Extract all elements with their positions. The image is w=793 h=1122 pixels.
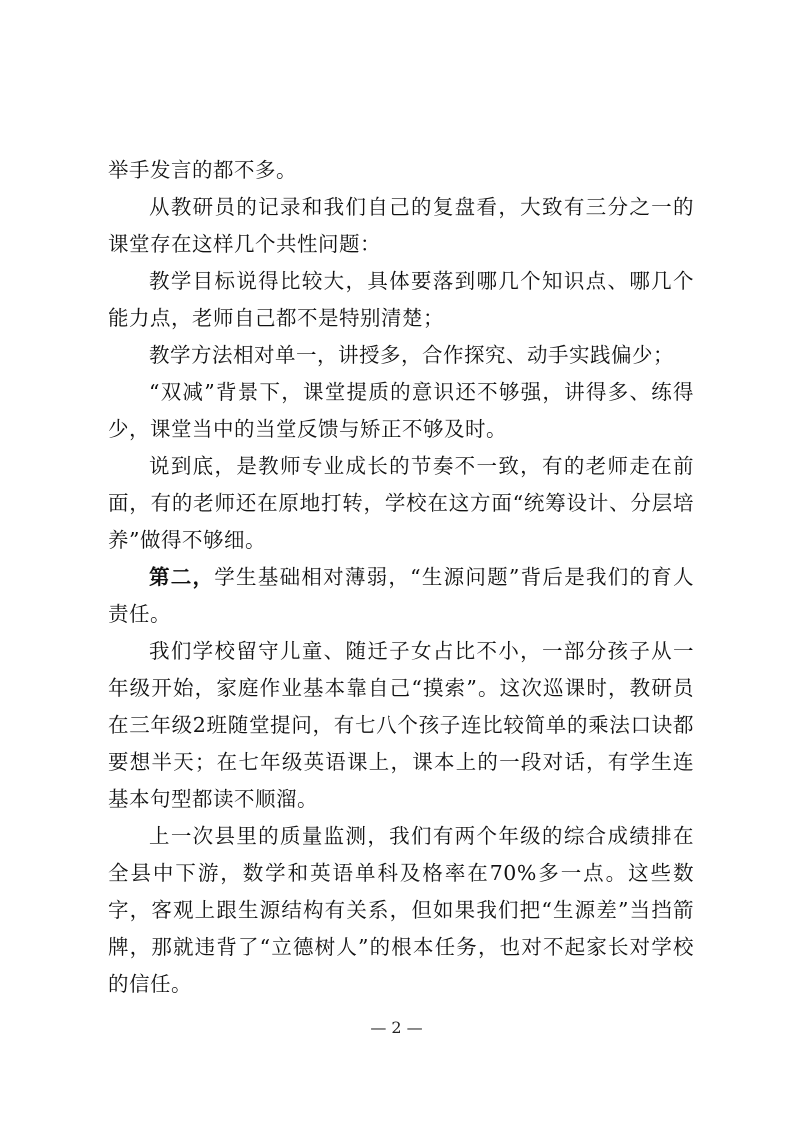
page-number: — 2 — <box>370 1018 423 1037</box>
section-lead: 第二， <box>149 565 215 589</box>
body-text <box>108 152 694 1003</box>
paragraph-continuation: 举手发言的都不多。 <box>108 158 297 182</box>
paragraph-review-summary: 从教研员的记录和我们自己的复盘看，大致有三分之一的课堂存在这样几个共性问题： <box>108 195 694 256</box>
paragraph-teaching-goals: 教学目标说得比较大，具体要落到哪几个知识点、哪几个能力点，老师自己都不是特别清楚； <box>108 269 694 330</box>
paragraph-teaching-methods: 教学方法相对单一，讲授多，合作探究、动手实践偏少； <box>149 343 674 367</box>
paragraph-teacher-growth: 说到底，是教师专业成长的节奏不一致，有的老师走在前面，有的老师还在原地打转，学校在这方面“统筹设计、分层培养”做得不够细。 <box>108 454 694 552</box>
paragraph-second-point <box>108 559 694 633</box>
paragraph-quality-monitoring: 上一次县里的质量监测，我们有两个年级的综合成绩排在全县中下游，数学和英语单科及格率在70%多一点。这些数字，客观上跟生源结构有关系，但如果我们把“生源差”当挡箭牌，那就违背了“立德树人”的根本任务，也对不起家长对学校的信任。 <box>108 824 694 996</box>
paragraph-left-behind-children: 我们学校留守儿童、随迁子女占比不小，一部分孩子从一年级开始，家庭作业基本靠自己“摸索”。这次巡课时，教研员在三年级2班随堂提问，有七八个孩子连比较简单的乘法口诀都要想半天；在七年级英语课上，课本上的一段对话，有学生连基本句型都读不顺溜。 <box>108 639 694 811</box>
section-lead-body: 学生基础相对薄弱，“生源问题”背后是我们的育人责任。 <box>108 565 695 626</box>
paragraph-double-reduction: “双减”背景下，课堂提质的意识还不够强，讲得多、练得少，课堂当中的当堂反馈与矫正不够及时。 <box>108 380 694 441</box>
